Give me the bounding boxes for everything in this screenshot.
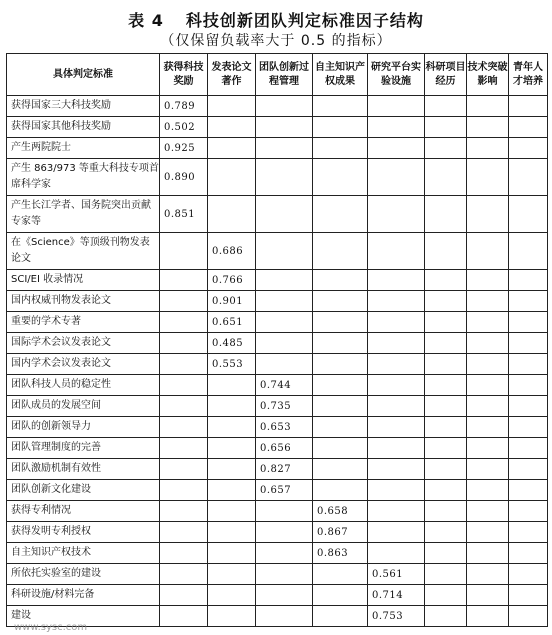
empty-cell — [160, 375, 208, 396]
empty-cell — [509, 270, 548, 291]
empty-cell — [256, 312, 313, 333]
empty-cell — [313, 138, 368, 159]
empty-cell — [467, 606, 509, 627]
empty-cell — [509, 543, 548, 564]
empty-cell — [313, 375, 368, 396]
empty-cell — [425, 354, 467, 375]
empty-cell — [509, 606, 548, 627]
empty-cell — [208, 585, 256, 606]
empty-cell — [368, 159, 425, 196]
table-row — [7, 96, 548, 117]
empty-cell — [467, 117, 509, 138]
empty-cell — [313, 459, 368, 480]
empty-cell — [256, 333, 313, 354]
table-row — [7, 585, 548, 606]
factor-loading: 0.658 — [313, 501, 368, 522]
criterion-name: 获得发明专利授权 — [7, 522, 160, 543]
criterion-name: 团队管理制度的完善 — [7, 438, 160, 459]
empty-cell — [509, 196, 548, 233]
empty-cell — [509, 159, 548, 196]
empty-cell — [509, 333, 548, 354]
empty-cell — [467, 375, 509, 396]
column-header: 科研项目经历 — [425, 54, 467, 96]
empty-cell — [368, 417, 425, 438]
empty-cell — [509, 375, 548, 396]
empty-cell — [160, 585, 208, 606]
empty-cell — [208, 159, 256, 196]
criterion-name: 团队科技人员的稳定性 — [7, 375, 160, 396]
criterion-name: 获得国家其他科技奖励 — [7, 117, 160, 138]
empty-cell — [208, 501, 256, 522]
factor-loading: 0.827 — [256, 459, 313, 480]
empty-cell — [467, 396, 509, 417]
empty-cell — [160, 417, 208, 438]
factor-loading: 0.789 — [160, 96, 208, 117]
empty-cell — [509, 417, 548, 438]
factor-loading: 0.753 — [368, 606, 425, 627]
empty-cell — [425, 417, 467, 438]
empty-cell — [467, 459, 509, 480]
table-row — [7, 375, 548, 396]
empty-cell — [368, 233, 425, 270]
empty-cell — [425, 438, 467, 459]
empty-cell — [467, 96, 509, 117]
criterion-name: 团队创新文化建设 — [7, 480, 160, 501]
criterion-name: 团队激励机制有效性 — [7, 459, 160, 480]
empty-cell — [208, 196, 256, 233]
empty-cell — [368, 459, 425, 480]
factor-loading: 0.714 — [368, 585, 425, 606]
criterion-name: 产生 863/973 等重大科技专项首席科学家 — [7, 159, 160, 196]
criterion-name: 建设 — [7, 606, 160, 627]
column-header: 发表论文著作 — [208, 54, 256, 96]
empty-cell — [313, 417, 368, 438]
empty-cell — [313, 291, 368, 312]
empty-cell — [425, 312, 467, 333]
empty-cell — [425, 543, 467, 564]
empty-cell — [509, 96, 548, 117]
factor-loading: 0.485 — [208, 333, 256, 354]
empty-cell — [256, 270, 313, 291]
empty-cell — [208, 459, 256, 480]
empty-cell — [208, 117, 256, 138]
factor-loading: 0.502 — [160, 117, 208, 138]
empty-cell — [208, 564, 256, 585]
empty-cell — [425, 291, 467, 312]
criterion-name: 自主知识产权技术 — [7, 543, 160, 564]
empty-cell — [467, 501, 509, 522]
empty-cell — [368, 312, 425, 333]
criterion-name: 产生长江学者、国务院突出贡献专家等 — [7, 196, 160, 233]
empty-cell — [313, 480, 368, 501]
table-row — [7, 417, 548, 438]
column-header: 获得科技奖励 — [160, 54, 208, 96]
factor-loading: 0.890 — [160, 159, 208, 196]
empty-cell — [425, 233, 467, 270]
factor-loading: 0.744 — [256, 375, 313, 396]
empty-cell — [509, 564, 548, 585]
criterion-name: 产生两院院士 — [7, 138, 160, 159]
table-row — [7, 480, 548, 501]
empty-cell — [509, 522, 548, 543]
empty-cell — [256, 585, 313, 606]
empty-cell — [208, 438, 256, 459]
criterion-name: 重要的学术专著 — [7, 312, 160, 333]
empty-cell — [425, 270, 467, 291]
table-row — [7, 564, 548, 585]
empty-cell — [313, 606, 368, 627]
empty-cell — [313, 96, 368, 117]
empty-cell — [425, 333, 467, 354]
empty-cell — [313, 159, 368, 196]
empty-cell — [313, 196, 368, 233]
empty-cell — [425, 117, 467, 138]
empty-cell — [425, 480, 467, 501]
table-row — [7, 117, 548, 138]
empty-cell — [368, 96, 425, 117]
factor-loading: 0.867 — [313, 522, 368, 543]
empty-cell — [313, 438, 368, 459]
table-subtitle: （仅保留负载率大于 0.5 的指标） — [160, 33, 392, 49]
table-row — [7, 312, 548, 333]
factor-loading: 0.686 — [208, 233, 256, 270]
empty-cell — [509, 438, 548, 459]
empty-cell — [208, 417, 256, 438]
factor-loading: 0.851 — [160, 196, 208, 233]
empty-cell — [256, 291, 313, 312]
column-header: 技术突破影响 — [467, 54, 509, 96]
column-header: 团队创新过程管理 — [256, 54, 313, 96]
factor-loading: 0.657 — [256, 480, 313, 501]
factor-loading: 0.651 — [208, 312, 256, 333]
empty-cell — [256, 138, 313, 159]
empty-cell — [467, 333, 509, 354]
empty-cell — [208, 522, 256, 543]
watermark: www.sysc.com — [14, 622, 88, 633]
empty-cell — [313, 312, 368, 333]
empty-cell — [256, 606, 313, 627]
criterion-name: 团队成员的发展空间 — [7, 396, 160, 417]
empty-cell — [208, 480, 256, 501]
empty-cell — [256, 117, 313, 138]
criterion-name: 国内权威刊物发表论文 — [7, 291, 160, 312]
empty-cell — [425, 585, 467, 606]
table-number: 表 4 — [128, 11, 164, 30]
empty-cell — [160, 543, 208, 564]
empty-cell — [425, 459, 467, 480]
empty-cell — [368, 543, 425, 564]
criterion-name: 团队的创新领导力 — [7, 417, 160, 438]
criterion-name: 获得国家三大科技奖励 — [7, 96, 160, 117]
factor-loading: 0.656 — [256, 438, 313, 459]
empty-cell — [467, 438, 509, 459]
column-header: 具体判定标准 — [7, 54, 160, 96]
empty-cell — [425, 196, 467, 233]
criterion-name: SCI/EI 收录情况 — [7, 270, 160, 291]
empty-cell — [509, 117, 548, 138]
empty-cell — [160, 501, 208, 522]
empty-cell — [368, 117, 425, 138]
empty-cell — [160, 333, 208, 354]
table-row — [7, 522, 548, 543]
empty-cell — [160, 438, 208, 459]
empty-cell — [256, 233, 313, 270]
empty-cell — [509, 138, 548, 159]
empty-cell — [368, 438, 425, 459]
empty-cell — [425, 159, 467, 196]
empty-cell — [467, 543, 509, 564]
empty-cell — [467, 291, 509, 312]
empty-cell — [467, 138, 509, 159]
table-row — [7, 438, 548, 459]
empty-cell — [467, 312, 509, 333]
empty-cell — [208, 543, 256, 564]
empty-cell — [313, 233, 368, 270]
empty-cell — [313, 117, 368, 138]
factor-loading: 0.553 — [208, 354, 256, 375]
empty-cell — [467, 233, 509, 270]
empty-cell — [256, 564, 313, 585]
empty-cell — [467, 196, 509, 233]
empty-cell — [160, 270, 208, 291]
factor-loading: 0.735 — [256, 396, 313, 417]
empty-cell — [313, 354, 368, 375]
empty-cell — [425, 375, 467, 396]
empty-cell — [368, 501, 425, 522]
table-row — [7, 333, 548, 354]
criterion-name: 国际学术会议发表论文 — [7, 333, 160, 354]
table-row — [7, 396, 548, 417]
criterion-name: 在《Science》等顶级刊物发表论文 — [7, 233, 160, 270]
empty-cell — [208, 138, 256, 159]
empty-cell — [256, 159, 313, 196]
empty-cell — [256, 543, 313, 564]
empty-cell — [509, 354, 548, 375]
empty-cell — [368, 196, 425, 233]
factor-loading: 0.863 — [313, 543, 368, 564]
empty-cell — [160, 291, 208, 312]
empty-cell — [256, 96, 313, 117]
empty-cell — [425, 96, 467, 117]
criterion-name: 所依托实验室的建设 — [7, 564, 160, 585]
empty-cell — [467, 480, 509, 501]
empty-cell — [160, 396, 208, 417]
empty-cell — [425, 138, 467, 159]
table-row — [7, 138, 548, 159]
factor-loading: 0.901 — [208, 291, 256, 312]
table-title-text: 科技创新团队判定标准因子结构 — [185, 11, 424, 30]
table-row — [7, 459, 548, 480]
empty-cell — [467, 270, 509, 291]
empty-cell — [425, 396, 467, 417]
empty-cell — [467, 159, 509, 196]
empty-cell — [425, 564, 467, 585]
empty-cell — [467, 564, 509, 585]
column-header: 研究平台实验设施 — [368, 54, 425, 96]
table-row — [7, 354, 548, 375]
table-title — [0, 8, 552, 31]
empty-cell — [467, 354, 509, 375]
table-row — [7, 606, 548, 627]
empty-cell — [509, 480, 548, 501]
empty-cell — [313, 585, 368, 606]
empty-cell — [509, 233, 548, 270]
table-row — [7, 501, 548, 522]
factor-structure-table — [6, 53, 548, 627]
empty-cell — [160, 459, 208, 480]
factor-loading: 0.766 — [208, 270, 256, 291]
factor-loading: 0.653 — [256, 417, 313, 438]
criterion-name: 国内学术会议发表论文 — [7, 354, 160, 375]
factor-loading: 0.925 — [160, 138, 208, 159]
empty-cell — [368, 396, 425, 417]
criterion-name: 科研设施/材料完备 — [7, 585, 160, 606]
empty-cell — [313, 333, 368, 354]
empty-cell — [256, 196, 313, 233]
column-header: 青年人才培养 — [509, 54, 548, 96]
empty-cell — [313, 564, 368, 585]
empty-cell — [509, 585, 548, 606]
table-row — [7, 291, 548, 312]
table-row — [7, 270, 548, 291]
column-header: 自主知识产权成果 — [313, 54, 368, 96]
empty-cell — [208, 606, 256, 627]
empty-cell — [368, 522, 425, 543]
empty-cell — [208, 396, 256, 417]
criterion-name: 获得专利情况 — [7, 501, 160, 522]
empty-cell — [160, 312, 208, 333]
empty-cell — [368, 291, 425, 312]
empty-cell — [160, 354, 208, 375]
empty-cell — [160, 233, 208, 270]
empty-cell — [256, 501, 313, 522]
empty-cell — [256, 354, 313, 375]
empty-cell — [425, 522, 467, 543]
empty-cell — [208, 96, 256, 117]
empty-cell — [368, 270, 425, 291]
empty-cell — [368, 138, 425, 159]
empty-cell — [509, 291, 548, 312]
empty-cell — [509, 396, 548, 417]
empty-cell — [425, 501, 467, 522]
empty-cell — [368, 354, 425, 375]
empty-cell — [160, 564, 208, 585]
empty-cell — [368, 333, 425, 354]
header-row — [7, 54, 548, 96]
empty-cell — [160, 606, 208, 627]
empty-cell — [467, 522, 509, 543]
empty-cell — [160, 480, 208, 501]
empty-cell — [509, 501, 548, 522]
empty-cell — [313, 396, 368, 417]
empty-cell — [368, 480, 425, 501]
empty-cell — [425, 606, 467, 627]
table-body — [7, 96, 548, 627]
empty-cell — [467, 585, 509, 606]
table-row — [7, 196, 548, 233]
empty-cell — [467, 417, 509, 438]
empty-cell — [160, 522, 208, 543]
empty-cell — [509, 459, 548, 480]
empty-cell — [208, 375, 256, 396]
factor-loading: 0.561 — [368, 564, 425, 585]
table-row — [7, 159, 548, 196]
empty-cell — [256, 522, 313, 543]
empty-cell — [313, 270, 368, 291]
empty-cell — [368, 375, 425, 396]
table-row — [7, 543, 548, 564]
table-row — [7, 233, 548, 270]
empty-cell — [509, 312, 548, 333]
